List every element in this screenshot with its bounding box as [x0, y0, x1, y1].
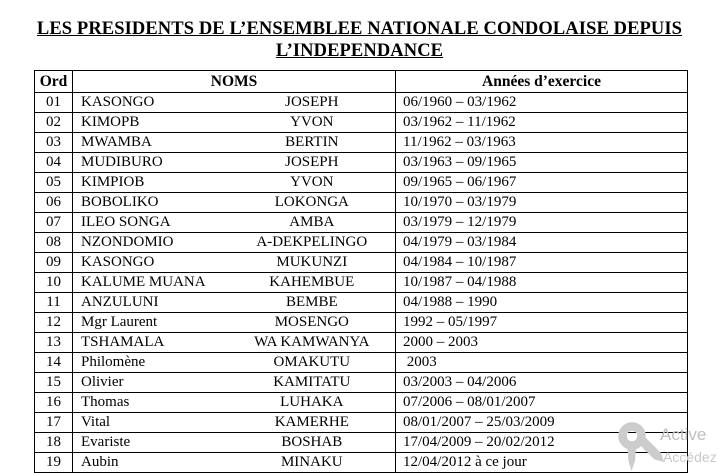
surname-text: MWAMBA: [81, 134, 152, 150]
table-row: [35, 93, 688, 113]
header-ord: Ord: [35, 71, 73, 93]
table-row: [35, 373, 688, 393]
name-cell: [73, 113, 396, 133]
name-cell: [73, 273, 396, 293]
years-cell: 03/1963 – 09/1965: [396, 153, 688, 173]
table-header-row: [35, 71, 688, 93]
name-cell: [73, 93, 396, 113]
name-cell: [73, 253, 396, 273]
table-row: [35, 293, 688, 313]
table-row: [35, 353, 688, 373]
years-cell: 10/1987 – 04/1988: [396, 273, 688, 293]
ord-cell: 19: [35, 453, 73, 473]
years-cell: 03/2003 – 04/2006: [396, 373, 688, 393]
years-cell: 04/1984 – 10/1987: [396, 253, 688, 273]
surname-text: Mgr Laurent: [81, 314, 158, 330]
surname-text: KASONGO: [81, 94, 155, 110]
table-row: [35, 273, 688, 293]
years-cell: 04/1988 – 1990: [396, 293, 688, 313]
ord-cell: 13: [35, 333, 73, 353]
ord-cell: 01: [35, 93, 73, 113]
table-row: [35, 433, 688, 453]
table-body: [35, 93, 688, 473]
given-name-text: JOSEPH: [285, 154, 339, 170]
table-row: [35, 193, 688, 213]
ord-cell: 15: [35, 373, 73, 393]
ord-cell: 04: [35, 153, 73, 173]
ord-cell: 10: [35, 273, 73, 293]
ord-cell: 05: [35, 173, 73, 193]
given-name-text: MUKUNZI: [276, 254, 348, 270]
table-row: [35, 233, 688, 253]
table-row: [35, 133, 688, 153]
years-cell: 03/1979 – 12/1979: [396, 213, 688, 233]
name-cell: [73, 333, 396, 353]
surname-text: Olivier: [81, 374, 124, 390]
given-name-text: YVON: [290, 174, 334, 190]
table-row: [35, 333, 688, 353]
ord-cell: 18: [35, 433, 73, 453]
surname-text: KASONGO: [81, 254, 155, 270]
years-cell: 09/1965 – 06/1967: [396, 173, 688, 193]
name-cell: [73, 453, 396, 473]
ord-cell: 11: [35, 293, 73, 313]
years-cell: 07/2006 – 08/01/2007: [396, 393, 688, 413]
years-cell: 17/04/2009 – 20/02/2012: [396, 433, 688, 453]
given-name-text: BOSHAB: [281, 434, 343, 450]
watermark-text-accedez: Accédez: [663, 449, 717, 465]
presidents-table: [34, 70, 688, 473]
table-row: [35, 393, 688, 413]
ord-cell: 17: [35, 413, 73, 433]
years-cell: 2000 – 2003: [396, 333, 688, 353]
ord-cell: 06: [35, 193, 73, 213]
name-cell: [73, 293, 396, 313]
given-name-text: MOSENGO: [274, 314, 349, 330]
table-row: [35, 253, 688, 273]
name-cell: [73, 413, 396, 433]
title-line-2: L’INDEPENDANCE: [275, 41, 444, 61]
header-annees: Années d’exercice: [396, 71, 688, 93]
surname-text: KIMPIOB: [81, 174, 145, 190]
ord-cell: 07: [35, 213, 73, 233]
surname-text: NZONDOMIO: [81, 234, 174, 250]
surname-text: Evariste: [81, 434, 131, 450]
table-row: [35, 173, 688, 193]
table-row: [35, 113, 688, 133]
name-cell: [73, 233, 396, 253]
name-cell: [73, 173, 396, 193]
surname-text: ILEO SONGA: [81, 214, 171, 230]
given-name-text: OMAKUTU: [273, 354, 351, 370]
name-cell: [73, 133, 396, 153]
ord-cell: 03: [35, 133, 73, 153]
header-noms: NOMS: [73, 71, 396, 93]
document-title: [0, 18, 719, 62]
given-name-text: BERTIN: [285, 134, 339, 150]
surname-text: BOBOLIKO: [81, 194, 159, 210]
given-name-text: KAHEMBUE: [269, 274, 355, 290]
surname-text: Vital: [81, 414, 111, 430]
years-cell: 12/04/2012 à ce jour: [396, 453, 688, 473]
given-name-text: LOKONGA: [274, 194, 349, 210]
given-name-text: LUHAKA: [280, 394, 344, 410]
surname-text: TSHAMALA: [81, 334, 165, 350]
given-name-text: JOSEPH: [285, 94, 339, 110]
table-row: [35, 213, 688, 233]
table-row: [35, 453, 688, 473]
given-name-text: MINAKU: [280, 454, 343, 470]
watermark-text-active: Active: [660, 425, 707, 444]
name-cell: [73, 213, 396, 233]
surname-text: Aubin: [81, 454, 119, 470]
years-cell: 03/1962 – 11/1962: [396, 113, 688, 133]
name-cell: [73, 193, 396, 213]
given-name-text: YVON: [290, 114, 334, 130]
given-name-text: KAMERHE: [274, 414, 349, 430]
ord-cell: 02: [35, 113, 73, 133]
surname-text: ANZULUNI: [81, 294, 159, 310]
years-cell: 11/1962 – 03/1963: [396, 133, 688, 153]
name-cell: [73, 153, 396, 173]
given-name-text: AMBA: [289, 214, 335, 230]
surname-text: Thomas: [81, 394, 130, 410]
years-cell: 2003: [396, 353, 688, 373]
ord-cell: 12: [35, 313, 73, 333]
name-cell: [73, 393, 396, 413]
name-cell: [73, 313, 396, 333]
ord-cell: 08: [35, 233, 73, 253]
surname-text: Philomène: [81, 354, 146, 370]
table-row: [35, 413, 688, 433]
given-name-text: WA KAMWANYA: [254, 334, 370, 350]
years-cell: 06/1960 – 03/1962: [396, 93, 688, 113]
name-cell: [73, 353, 396, 373]
ord-cell: 14: [35, 353, 73, 373]
title-line-1: LES PRESIDENTS DE L’ENSEMBLEE NATIONALE CONDOLAISE DEPUIS: [36, 19, 683, 39]
surname-text: KALUME MUANA: [81, 274, 206, 290]
ord-cell: 09: [35, 253, 73, 273]
name-cell: [73, 433, 396, 453]
years-cell: 08/01/2007 – 25/03/2009: [396, 413, 688, 433]
years-cell: 04/1979 – 03/1984: [396, 233, 688, 253]
ord-cell: 16: [35, 393, 73, 413]
given-name-text: A-DEKPELINGO: [256, 234, 368, 250]
years-cell: 1992 – 05/1997: [396, 313, 688, 333]
years-cell: 10/1970 – 03/1979: [396, 193, 688, 213]
table-row: [35, 153, 688, 173]
given-name-text: KAMITATU: [273, 374, 351, 390]
table-row: [35, 313, 688, 333]
surname-text: KIMOPB: [81, 114, 140, 130]
name-cell: [73, 373, 396, 393]
surname-text: MUDIBURO: [81, 154, 163, 170]
given-name-text: BEMBE: [285, 294, 338, 310]
